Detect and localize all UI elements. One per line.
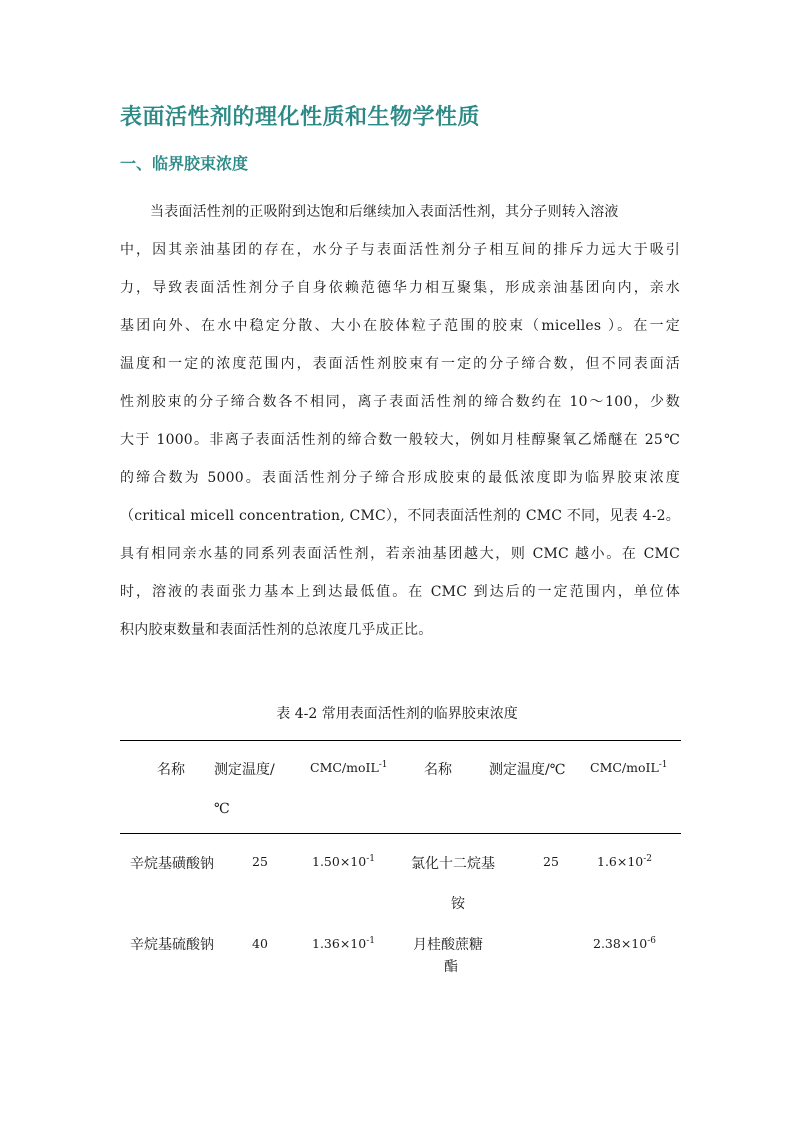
row-1-cmc-2 [597,854,652,869]
row-1-cmc-1-base: 1.50×10 [312,854,367,869]
header-cmc-2-exponent: -1 [658,759,668,770]
row-1-temp-2: 25 [543,854,559,869]
row-1-cmc-1 [312,854,375,869]
row-1-cmc-1-exponent: -1 [366,853,375,864]
header-temp-1-unit: ℃ [214,801,230,817]
paragraph-line: 中，因其亲油基团的存在，水分子与表面活性剂分子相互间的排斥力远大于吸引 [120,242,680,258]
paragraph-line: 大于 1000。非离子表面活性剂的缔合数一般较大，例如月桂醇聚氧乙烯醚在 25℃ [120,432,680,448]
paragraph-line: （critical micell concentration, CMC），不同表面活性剂的 CMC 不同，见表 4-2。 [120,508,680,524]
row-2-name-2: 月桂酸蔗糖 [413,937,483,953]
row-2-cmc-2 [593,936,656,951]
table-caption: 表 4-2 常用表面活性剂的临界胶束浓度 [276,706,518,722]
row-1-name-2-cont: 铵 [451,896,465,912]
header-name-1: 名称 [157,762,185,778]
header-cmc-2 [590,760,668,775]
paragraph-line: 具有相同亲水基的同系列表面活性剂，若亲油基团越大，则 CMC 越小。在 CMC [120,546,680,562]
paragraph-line: 性剂胶束的分子缔合数各不相同，离子表面活性剂的缔合数约在 10～100，少数 [120,394,680,410]
header-cmc-1 [310,760,388,775]
header-temp-2: 测定温度/℃ [489,762,566,778]
paragraph-line: 的缔合数为 5000。表面活性剂分子缔合形成胶束的最低浓度即为临界胶束浓度 [120,470,680,486]
row-2-cmc-2-base: 2.38×10 [593,936,648,951]
table-top-rule [120,740,681,741]
row-2-temp-1: 40 [252,936,268,951]
row-2-cmc-1-exponent: -1 [366,935,375,946]
paragraph-line: 积内胶束数量和表面活性剂的总浓度几乎成正比。 [120,622,433,638]
row-2-name-1: 辛烷基硫酸钠 [130,937,214,953]
document-title: 表面活性剂的理化性质和生物学性质 [120,104,481,130]
header-name-2: 名称 [424,762,452,778]
paragraph-line: 温度和一定的浓度范围内，表面活性剂胶束有一定的分子缔合数，但不同表面活 [120,356,680,372]
row-1-temp-1: 25 [252,854,268,869]
header-temp-1: 测定温度/ [214,762,275,778]
row-1-cmc-2-base: 1.6×10 [597,854,644,869]
header-cmc-2-base: CMC/moIL [590,760,659,775]
header-cmc-1-base: CMC/moIL [310,760,379,775]
paragraph-line: 基团向外、在水中稳定分散、大小在胶体粒子范围的胶束（micelles ）。在一定 [120,318,680,334]
row-1-name-2: 氯化十二烷基 [411,856,495,872]
section-heading: 一、临界胶束浓度 [120,154,249,173]
row-2-cmc-1-base: 1.36×10 [312,936,367,951]
header-cmc-1-exponent: -1 [378,759,388,770]
paragraph-line: 力，导致表面活性剂分子自身依赖范德华力相互聚集，形成亲油基团向内，亲水 [120,280,680,296]
table-header-rule [120,833,681,834]
row-1-name-1: 辛烷基磺酸钠 [130,856,214,872]
row-2-cmc-1 [312,936,375,951]
paragraph-line: 时，溶液的表面张力基本上到达最低值。在 CMC 到达后的一定范围内，单位体 [120,584,680,600]
paragraph-line: 当表面活性剂的正吸附到达饱和后继续加入表面活性剂，其分子则转入溶液 [150,204,619,220]
row-2-name-2-cont: 酯 [444,959,458,975]
row-2-cmc-2-exponent: -6 [647,935,656,946]
row-1-cmc-2-exponent: -2 [643,853,653,864]
